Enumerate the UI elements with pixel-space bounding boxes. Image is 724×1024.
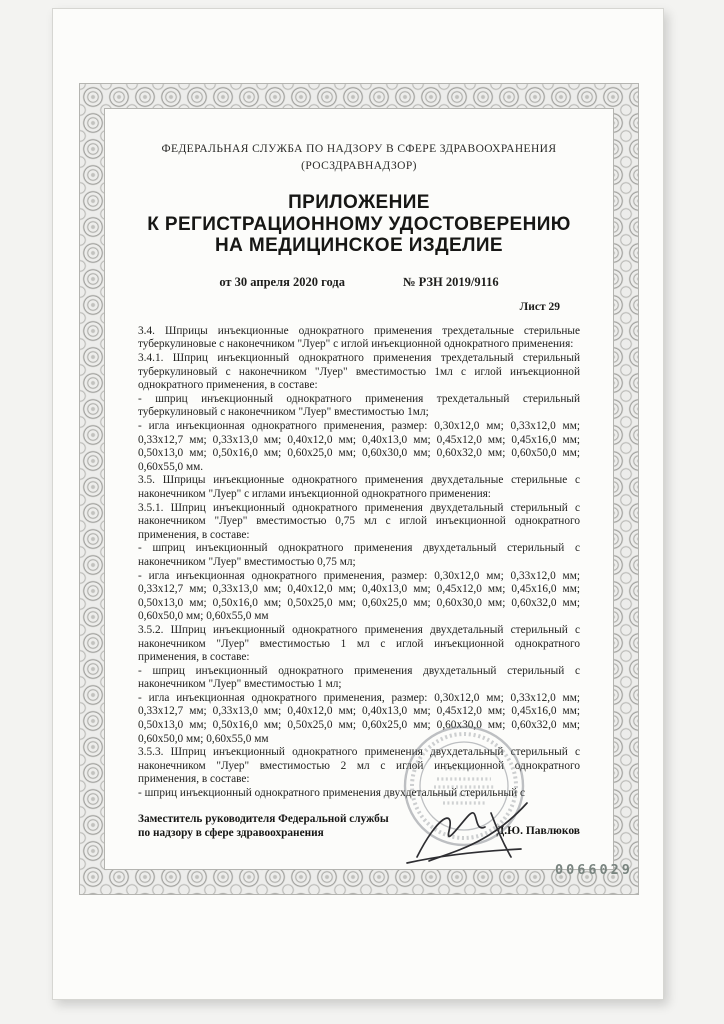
certificate-page bbox=[52, 8, 664, 1000]
signature-block bbox=[138, 812, 580, 840]
issue-date: от 30 апреля 2020 года bbox=[219, 274, 345, 289]
paragraph: 3.5.1. Шприц инъекционный однократного применения двухдетальный стерильный с наконечником "Луер" вместимостью 0,75 мл с иглой инъекционной однократного применения, в составе: bbox=[138, 501, 580, 541]
document-title bbox=[138, 192, 580, 257]
body-text bbox=[138, 325, 580, 801]
paragraph: 3.4.1. Шприц инъекционный однократного применения трехдетальный стерильный туберкулиновый с наконечником "Луер" вместимостью 1мл с иглой инъекционной однократного применения, в составе: bbox=[138, 352, 580, 392]
paragraph: 3.4. Шприцы инъекционные однократного применения трехдетальные стерильные туберкулиновые с наконечником "Луер" с иглой инъекционной однократного применения: bbox=[138, 324, 580, 351]
guilloche-border-frame bbox=[79, 83, 639, 895]
paragraph: 3.5. Шприцы инъекционные однократного применения двухдетальные стерильные с наконечником "Луер" с иглами инъекционной однократного применения: bbox=[138, 474, 580, 500]
signer-position-line-1: Заместитель руководителя Федеральной службы bbox=[138, 812, 389, 825]
paragraph: 3.5.3. Шприц инъекционный однократного применения двухдетальный стерильный с наконечником "Луер" вместимостью 2 мл с иглой инъекционной однократного применения, в составе: bbox=[138, 746, 580, 786]
agency-short-name: (РОСЗДРАВНАДЗОР) bbox=[301, 159, 417, 172]
signer-position bbox=[138, 812, 389, 840]
paragraph: - игла инъекционная однократного применения, размер: 0,30х12,0 мм; 0,33х12,0 мм; 0,33х12,7 мм; 0,33х13,0 мм; 0,40х12,0 мм; 0,40х13,0 мм; 0,45х12,0 мм; 0,45х16,0 мм; 0,50х13,0 мм; 0,50х16,0 мм; 0,50х25,0 мм; 0,60х25,0 мм; 0,60х30,0 мм; 0,60х32,0 мм; 0,60х50,0 мм; 0,60х55,0 мм bbox=[138, 691, 580, 745]
registration-number: № РЗН 2019/9116 bbox=[402, 274, 499, 289]
agency-name: ФЕДЕРАЛЬНАЯ СЛУЖБА ПО НАДЗОРУ В СФЕРЕ ЗДРАВООХРАНЕНИЯ bbox=[161, 143, 557, 155]
signer-name: Д.Ю. Павлюков bbox=[496, 824, 580, 837]
agency-header bbox=[138, 141, 580, 174]
paragraph: - шприц инъекционный однократного применения двухдетальный стерильный с наконечником "Луер" вместимостью 0,75 мл; bbox=[138, 542, 580, 568]
paragraph: - игла инъекционная однократного применения, размер: 0,30х12,0 мм; 0,33х12,0 мм; 0,33х12,7 мм; 0,33х13,0 мм; 0,40х12,0 мм; 0,40х13,0 мм; 0,45х12,0 мм; 0,45х16,0 мм; 0,50х13,0 мм; 0,50х16,0 мм; 0,50х25,0 мм; 0,60х25,0 мм; 0,60х30,0 мм; 0,60х32,0 мм; 0,60х50,0 мм; 0,60х55,0 мм bbox=[138, 569, 580, 623]
paragraph: - шприц инъекционный однократного применения трехдетальный стерильный туберкулиновый с наконечником "Луер" вместимостью 1мл; bbox=[138, 392, 580, 419]
title-line-3: НА МЕДИЦИНСКОЕ ИЗДЕЛИЕ bbox=[215, 235, 503, 257]
title-line-1: ПРИЛОЖЕНИЕ bbox=[288, 192, 430, 214]
paragraph: - игла инъекционная однократного применения, размер: 0,30х12,0 мм; 0,33х12,0 мм; 0,33х12,7 мм; 0,33х13,0 мм; 0,40х12,0 мм; 0,40х13,0 мм; 0,45х12,0 мм; 0,45х16,0 мм; 0,50х13,0 мм; 0,50х16,0 мм; 0,60х25,0 мм; 0,60х30,0 мм; 0,60х32,0 мм; 0,60х50,0 мм; 0,60х55,0 мм. bbox=[138, 420, 580, 473]
title-line-2: К РЕГИСТРАЦИОННОМУ УДОСТОВЕРЕНИЮ bbox=[147, 213, 571, 235]
form-serial-number: 0066029 bbox=[555, 862, 633, 878]
paragraph: - шприц инъекционный однократного применения двухдетальный стерильный с наконечником "Луер" вместимостью 1 мл; bbox=[138, 664, 580, 691]
sheet-number: Лист 29 bbox=[519, 300, 560, 313]
signer-position-line-2: по надзору в сфере здравоохранения bbox=[138, 826, 324, 839]
certificate-content-area bbox=[104, 108, 614, 870]
paragraph: 3.5.2. Шприц инъекционный однократного применения двухдетальный стерильный с наконечником "Луер" вместимостью 1 мл с иглой инъекционной однократного применения, в составе: bbox=[138, 623, 580, 664]
paragraph: - шприц инъекционный однократного применения двухдетальный стерильный с bbox=[138, 787, 525, 800]
reference-line bbox=[138, 275, 580, 290]
